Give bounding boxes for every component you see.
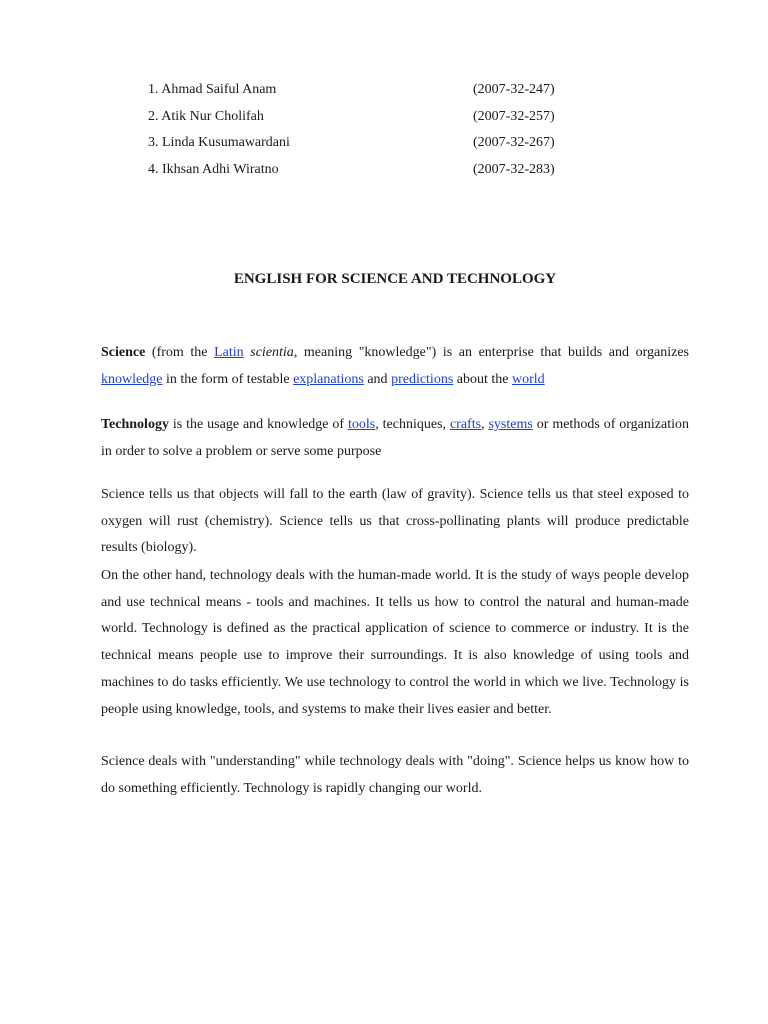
- text-run: is the usage and knowledge of: [168, 417, 349, 432]
- science-term: Science: [101, 345, 146, 360]
- member-id: (2007-32-283): [473, 162, 555, 178]
- text-run: in the form of testable: [162, 371, 294, 387]
- member-row: [148, 160, 588, 187]
- technology-definition-paragraph: [101, 412, 689, 465]
- text-run: ,: [481, 417, 489, 432]
- member-id: (2007-32-267): [473, 135, 555, 151]
- document-title: ENGLISH FOR SCIENCE AND TECHNOLOGY: [233, 271, 557, 287]
- text-run: about the: [453, 371, 512, 387]
- systems-link[interactable]: systems: [488, 417, 533, 432]
- member-id: (2007-32-247): [473, 82, 555, 97]
- member-name: 1. Ahmad Saiful Anam: [148, 82, 277, 97]
- member-name: 2. Atik Nur Cholifah: [148, 108, 264, 124]
- latin-link[interactable]: Latin: [214, 345, 244, 360]
- knowledge-link[interactable]: knowledge: [101, 371, 163, 387]
- member-name: 3. Linda Kusumawardani: [148, 135, 290, 151]
- text-run: and: [363, 371, 392, 387]
- world-link[interactable]: world: [512, 371, 545, 387]
- member-list: [148, 80, 588, 187]
- scientia-word: scientia: [250, 345, 294, 360]
- text-run: (from the: [145, 345, 215, 360]
- member-row: [148, 133, 588, 160]
- predictions-link[interactable]: predictions: [391, 371, 454, 387]
- tools-link[interactable]: tools: [348, 417, 376, 432]
- crafts-link[interactable]: crafts: [449, 417, 482, 432]
- text-run: , meaning "knowledge") is an enterprise that builds and organizes: [293, 345, 690, 360]
- text-run: , techniques,: [375, 417, 450, 432]
- member-name: 4. Ikhsan Adhi Wiratno: [148, 162, 279, 178]
- comparison-paragraph: Science deals with "understanding" while technology deals with "doing". Science helps us know how to do something efficiently. Technology is rapidly changing our world.: [101, 754, 689, 796]
- text-run: or methods of organization in order to solve a problem or serve some purpose: [101, 417, 689, 459]
- member-row: [148, 80, 588, 107]
- technology-description-paragraph: On the other hand, technology deals with the human-made world. It is the study of ways people develop and use technical means - tools and machines. It tells us how to control the natural and human-made world. Technology is defined as the practical application of science to commerce or industry. It is the technical means people use to improve their surroundings. It is also knowledge of using tools and machines to do tasks efficiently. We use technology to control the world in which we live. Technology is people using knowledge, tools, and systems to make their lives easier and better.: [101, 568, 689, 717]
- member-id: (2007-32-257): [473, 108, 555, 124]
- explanations-link[interactable]: explanations: [293, 371, 364, 387]
- science-examples-paragraph: Science tells us that objects will fall to the earth (law of gravity). Science tells us that steel exposed to oxygen will rust (chemistry). Science tells us that cross-pollinating plants will produce predictable results (biology).: [101, 487, 689, 556]
- science-definition-paragraph: [101, 340, 689, 393]
- member-row: [148, 107, 588, 134]
- technology-term: Technology: [101, 417, 169, 432]
